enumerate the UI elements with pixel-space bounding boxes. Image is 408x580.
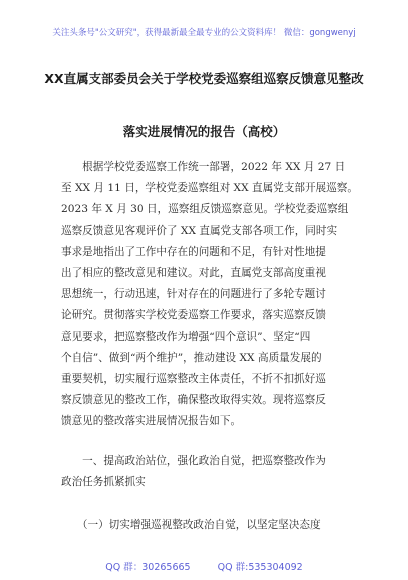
text-line: 个自信”、做到“两个维护”，推动建设 XX 高质量发展的 [61, 351, 322, 364]
section-heading-1 [61, 451, 351, 493]
text-line: 意见要求，把巡察整改作为增强“四个意识”、坚定“四 [61, 330, 311, 343]
text-line: 根据学校党委巡察工作统一部署，2022 年 XX 月 27 日 [61, 161, 346, 173]
document-title-line-1: XX直属支部委员会关于学校党委巡察组巡察反馈意见整改 [44, 71, 364, 86]
text-line: 察反馈意见的整改工作，确保整改取得实效。现将巡察反 [61, 394, 326, 407]
text-line: （一）切实增强巡视整改政治自觉，以坚定坚决态度 [61, 519, 321, 531]
text-line: 2023 年 X 月 30 日，巡察组反馈巡察意见。学校党委巡察组 [61, 203, 349, 216]
top-promo-banner: 关注头条号"公文研究"，获得最新最全最专业的公文资料库！ 微信：gongwenyj [52, 28, 356, 38]
qq-group-1: QQ 群：30265665 [105, 562, 191, 573]
text-line: 政治任务抓紧抓实 [61, 476, 146, 489]
text-line: 论研究。贯彻落实学校党委巡察工作要求，落实巡察反馈 [61, 309, 326, 322]
qq-group-2: QQ 群:535304092 [217, 562, 303, 573]
text-line: 事求是地指出了工作中存在的问题和不足，有针对性地提 [61, 245, 326, 258]
text-line: 重要契机，切实履行巡察整改主体责任，不折不扣抓好巡 [61, 373, 326, 386]
text-line: 思想统一，行动迅速，针对存在的问题进行了多轮专题讨 [61, 288, 326, 301]
bottom-qq-banner [0, 559, 408, 573]
text-line: 巡察反馈意见客观评价了 XX 直属党支部各项工作，同时实 [61, 224, 338, 237]
text-line: 馈意见的整改落实进展情况报告如下。 [61, 415, 242, 428]
text-line: 一、提高政治站位，强化政治自觉，把巡察整改作为 [61, 455, 326, 467]
subsection-paragraph [61, 515, 351, 536]
document-title-line-2: 落实进展情况的报告（高校） [122, 124, 286, 139]
text-line: 至 XX 月 11 日，学校党委巡察组对 XX 直属党支部开展巡察。 [61, 182, 358, 195]
paragraph-intro [61, 157, 358, 433]
text-line: 出了相应的整改意见和建议。对此，直属党支部高度重视 [61, 267, 326, 280]
